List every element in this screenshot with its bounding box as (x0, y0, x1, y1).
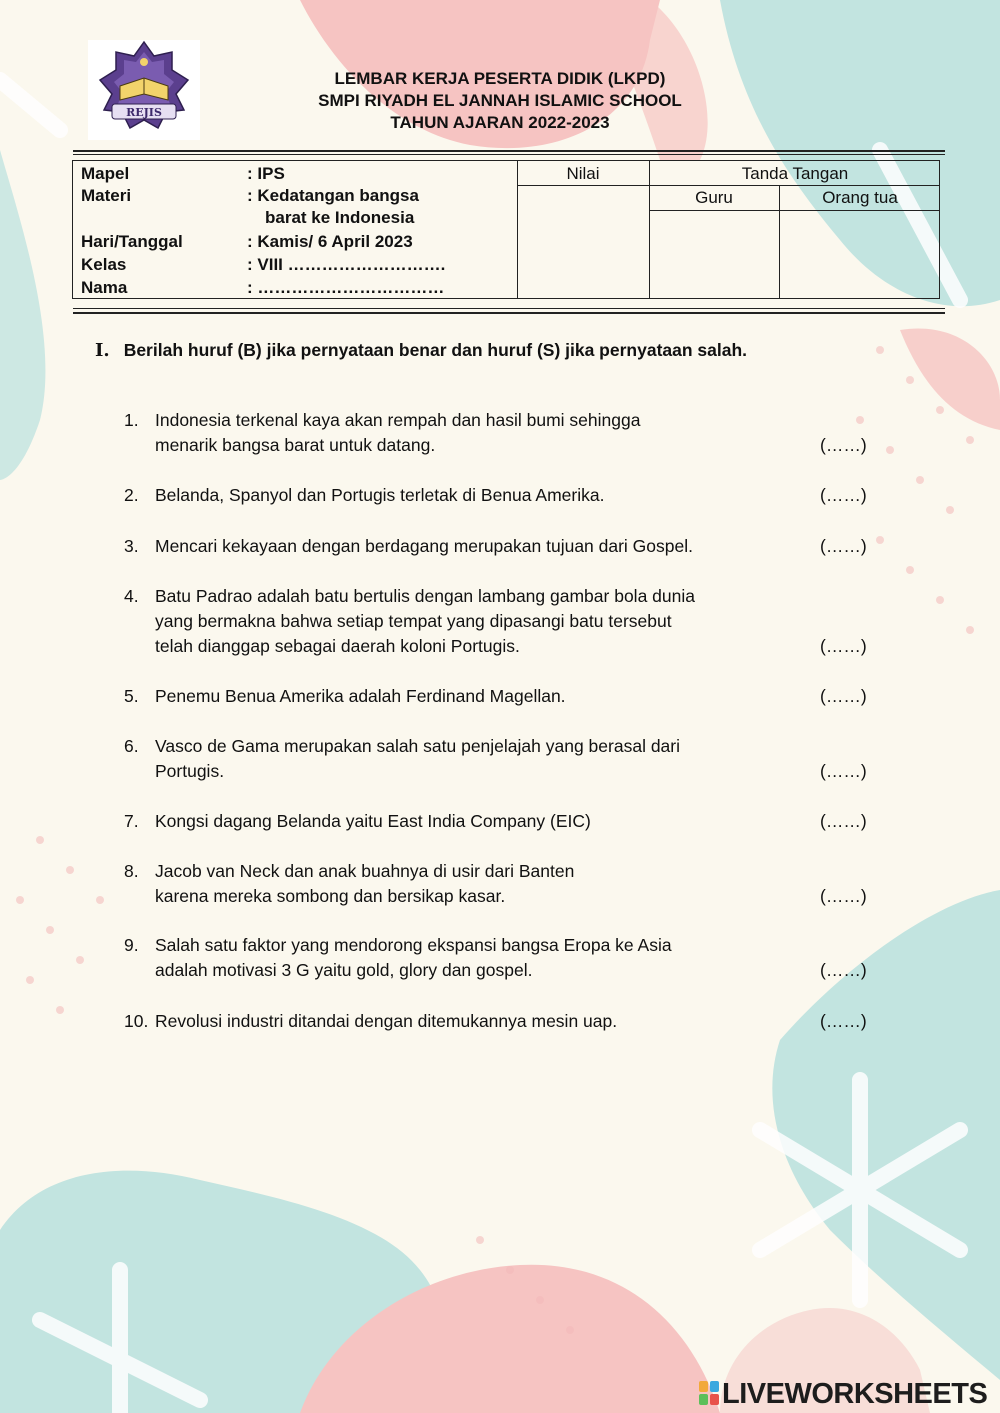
materi-value: : Kedatangan bangsa (247, 186, 419, 205)
question-text (155, 933, 795, 983)
materi-value-cont: barat ke Indonesia (265, 208, 415, 227)
bottom-rule (73, 312, 945, 314)
info-table (72, 160, 940, 299)
question-text (155, 859, 795, 909)
divider (649, 210, 939, 211)
answer-blank[interactable]: (……) (820, 435, 867, 455)
question-number: 8. (124, 861, 139, 881)
document-header (250, 68, 750, 134)
answer-blank[interactable]: (……) (820, 536, 867, 556)
question-number: 10. (124, 1011, 149, 1031)
question-text (155, 584, 795, 659)
question-number: 4. (124, 586, 139, 606)
kelas-label: Kelas (81, 255, 127, 274)
question-number: 7. (124, 811, 139, 831)
nama-label: Nama (81, 278, 128, 297)
mapel-value: : IPS (247, 164, 285, 183)
answer-blank[interactable]: (……) (820, 811, 867, 831)
question-line: Portugis. (155, 761, 225, 781)
kelas-value[interactable]: : VIII ………………………. (247, 255, 446, 274)
answer-blank[interactable]: (……) (820, 1011, 867, 1031)
question-line: Belanda, Spanyol dan Portugis terletak di Benua Amerika. (155, 485, 605, 505)
question-text (155, 734, 795, 784)
school-logo (88, 40, 200, 140)
logo-text: REJIS (126, 106, 162, 119)
answer-blank[interactable]: (……) (820, 485, 867, 505)
orang-tua-header: Orang tua (822, 188, 898, 207)
top-rule (73, 150, 945, 152)
question-line: Jacob van Neck dan anak buahnya di usir dari Banten (155, 861, 575, 881)
question-line: Vasco de Gama merupakan salah satu penjelajah yang berasal dari (155, 736, 680, 756)
question-text (155, 1009, 795, 1034)
question-number: 2. (124, 485, 139, 505)
question-line: Indonesia terkenal kaya akan rempah dan hasil bumi sehingga (155, 410, 641, 430)
answer-blank[interactable]: (……) (820, 686, 867, 706)
section-instruction (95, 340, 747, 361)
materi-label: Materi (81, 186, 132, 205)
question-line: menarik bangsa barat untuk datang. (155, 435, 436, 455)
question-text (155, 483, 795, 508)
answer-blank[interactable]: (……) (820, 886, 867, 906)
question-line: Mencari kekayaan dengan berdagang merupakan tujuan dari Gospel. (155, 536, 693, 556)
question-line: telah dianggap sebagai daerah koloni Portugis. (155, 636, 520, 656)
hari-value: : Kamis/ 6 April 2023 (247, 232, 413, 251)
liveworksheets-watermark (698, 1378, 987, 1411)
mapel-label: Mapel (81, 164, 130, 183)
question-line: Batu Padrao adalah batu bertulis dengan lambang gambar bola dunia (155, 586, 695, 606)
question-text (155, 534, 795, 559)
answer-blank[interactable]: (……) (820, 960, 867, 980)
question-line: karena mereka sombong dan bersikap kasar. (155, 886, 506, 906)
hari-label: Hari/Tanggal (81, 232, 183, 251)
question-text (155, 684, 795, 709)
question-line: Salah satu faktor yang mendorong ekspansi bangsa Eropa ke Asia (155, 935, 672, 955)
answer-blank[interactable]: (……) (820, 636, 867, 656)
header-title: LEMBAR KERJA PESERTA DIDIK (LKPD) (334, 69, 666, 88)
divider (517, 185, 939, 186)
question-number: 1. (124, 410, 139, 430)
question-number: 5. (124, 686, 139, 706)
watermark-text: LIVEWORKSHEETS (722, 1378, 988, 1410)
top-rule-thin (73, 154, 945, 155)
tanda-tangan-header: Tanda Tangan (741, 164, 849, 183)
question-line: Kongsi dagang Belanda yaitu East India Company (EIC) (155, 811, 591, 831)
question-text (155, 809, 795, 834)
nama-value[interactable]: : …………………………… (247, 278, 445, 297)
header-school: SMPI RIYADH EL JANNAH ISLAMIC SCHOOL (318, 91, 682, 110)
question-text (155, 408, 795, 458)
nilai-header: Nilai (566, 164, 600, 183)
question-line: Revolusi industri ditandai dengan ditemukannya mesin uap. (155, 1011, 618, 1031)
question-number: 6. (124, 736, 139, 756)
answer-blank[interactable]: (……) (820, 761, 867, 781)
question-number: 3. (124, 536, 139, 556)
bottom-rule-thin (73, 308, 945, 309)
section-number: I. (95, 340, 110, 361)
question-line: Penemu Benua Amerika adalah Ferdinand Magellan. (155, 686, 566, 706)
instruction-text: Berilah huruf (B) jika pernyataan benar dan huruf (S) jika pernyataan salah. (123, 340, 748, 360)
header-year: TAHUN AJARAN 2022-2023 (390, 113, 610, 132)
question-line: yang bermakna bahwa setiap tempat yang dipasangi batu tersebut (155, 611, 672, 631)
question-line: adalah motivasi 3 G yaitu gold, glory dan gospel. (155, 960, 533, 980)
liveworksheets-logo-icon (698, 1379, 720, 1407)
guru-header: Guru (695, 188, 733, 207)
question-number: 9. (124, 935, 139, 955)
